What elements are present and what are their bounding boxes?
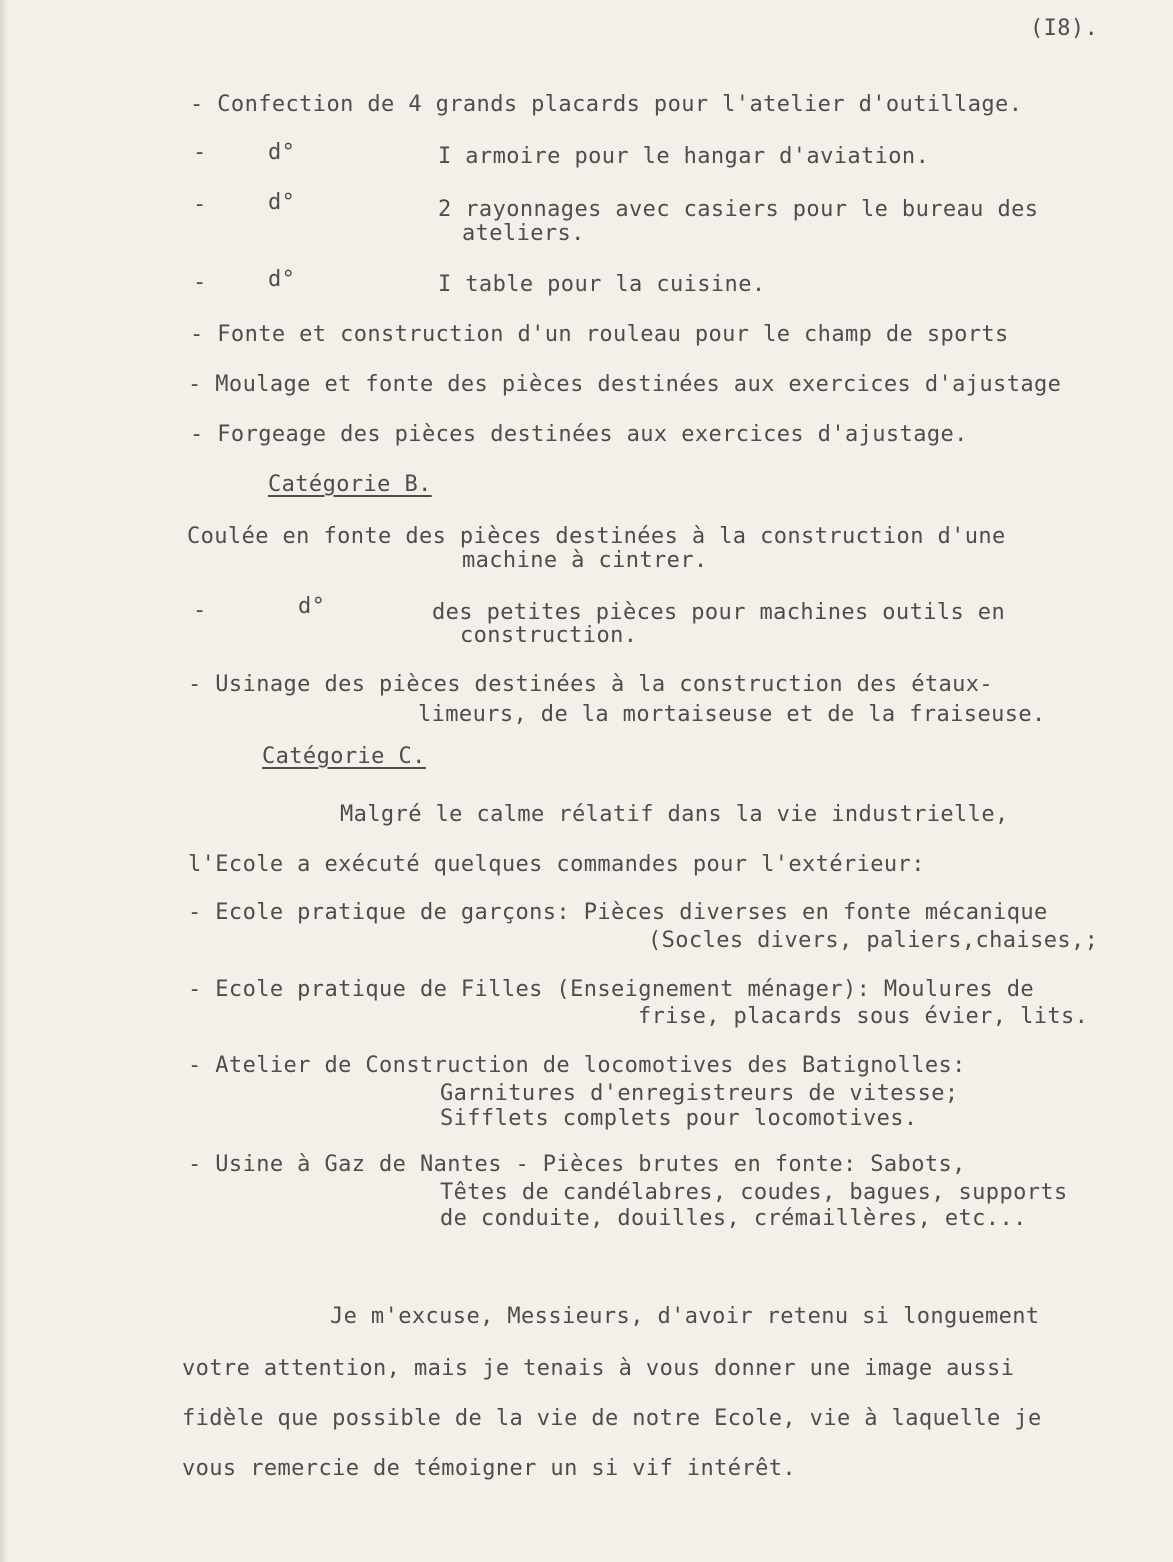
paragraph-line: l'Ecole a exécuté quelques commandes pour l'extérieur: <box>188 852 925 877</box>
paragraph-line: machine à cintrer. <box>462 548 708 573</box>
ditto-mark: d° <box>298 594 326 619</box>
list-item-dash: - <box>193 598 207 623</box>
list-item-continuation: (Socles divers, paliers,chaises,; <box>648 928 1099 953</box>
page-number: (I8). <box>1030 16 1099 41</box>
list-item-continuation: construction. <box>460 623 638 648</box>
ditto-mark: d° <box>268 140 296 165</box>
list-item: - Atelier de Construction de locomotives des Batignolles: <box>188 1053 966 1078</box>
list-item-continuation: ateliers. <box>462 221 585 246</box>
list-item: - Usine à Gaz de Nantes - Pièces brutes en fonte: Sabots, <box>188 1152 966 1177</box>
list-item-continuation: Sifflets complets pour locomotives. <box>440 1106 918 1131</box>
closing-line: fidèle que possible de la vie de notre Ecole, vie à laquelle je <box>182 1406 1042 1431</box>
ditto-mark: d° <box>268 267 296 292</box>
list-item-dash: - <box>193 192 207 217</box>
list-item-dash: - <box>193 140 207 165</box>
list-item: - Ecole pratique de garçons: Pièces diverses en fonte mécanique <box>188 900 1048 925</box>
category-b-heading: Catégorie B. <box>268 472 432 497</box>
list-item-continuation: frise, placards sous évier, lits. <box>638 1004 1089 1029</box>
list-item: - Forgeage des pièces destinées aux exercices d'ajustage. <box>190 422 968 447</box>
list-item: 2 rayonnages avec casiers pour le bureau des <box>438 197 1039 222</box>
list-item-continuation: Garnitures d'enregistreurs de vitesse; <box>440 1081 959 1106</box>
list-item: des petites pièces pour machines outils en <box>432 600 1006 625</box>
list-item: - Ecole pratique de Filles (Enseignement ménager): Moulures de <box>188 977 1034 1002</box>
list-item: I armoire pour le hangar d'aviation. <box>438 144 930 169</box>
list-item: I table pour la cuisine. <box>438 272 766 297</box>
category-c-heading: Catégorie C. <box>262 744 426 769</box>
paragraph-line: Malgré le calme rélatif dans la vie industrielle, <box>340 802 1009 827</box>
list-item-dash: - <box>193 270 207 295</box>
closing-line: Je m'excuse, Messieurs, d'avoir retenu si longuement <box>330 1304 1040 1329</box>
list-item-continuation: de conduite, douilles, crémaillères, etc... <box>440 1206 1027 1231</box>
list-item-continuation: Têtes de candélabres, coudes, bagues, supports <box>440 1180 1068 1205</box>
paragraph-line: Coulée en fonte des pièces destinées à la construction d'une <box>187 524 1006 549</box>
list-item: - Moulage et fonte des pièces destinées aux exercices d'ajustage <box>188 372 1062 397</box>
closing-line: vous remercie de témoigner un si vif intérêt. <box>182 1456 797 1481</box>
list-item: - Fonte et construction d'un rouleau pour le champ de sports <box>190 322 1009 347</box>
list-item-continuation: limeurs, de la mortaiseuse et de la fraiseuse. <box>418 702 1046 727</box>
closing-line: votre attention, mais je tenais à vous donner une image aussi <box>182 1356 1015 1381</box>
list-item: - Confection de 4 grands placards pour l'atelier d'outillage. <box>190 92 1023 117</box>
ditto-mark: d° <box>268 190 296 215</box>
list-item: - Usinage des pièces destinées à la construction des étaux- <box>188 672 994 697</box>
